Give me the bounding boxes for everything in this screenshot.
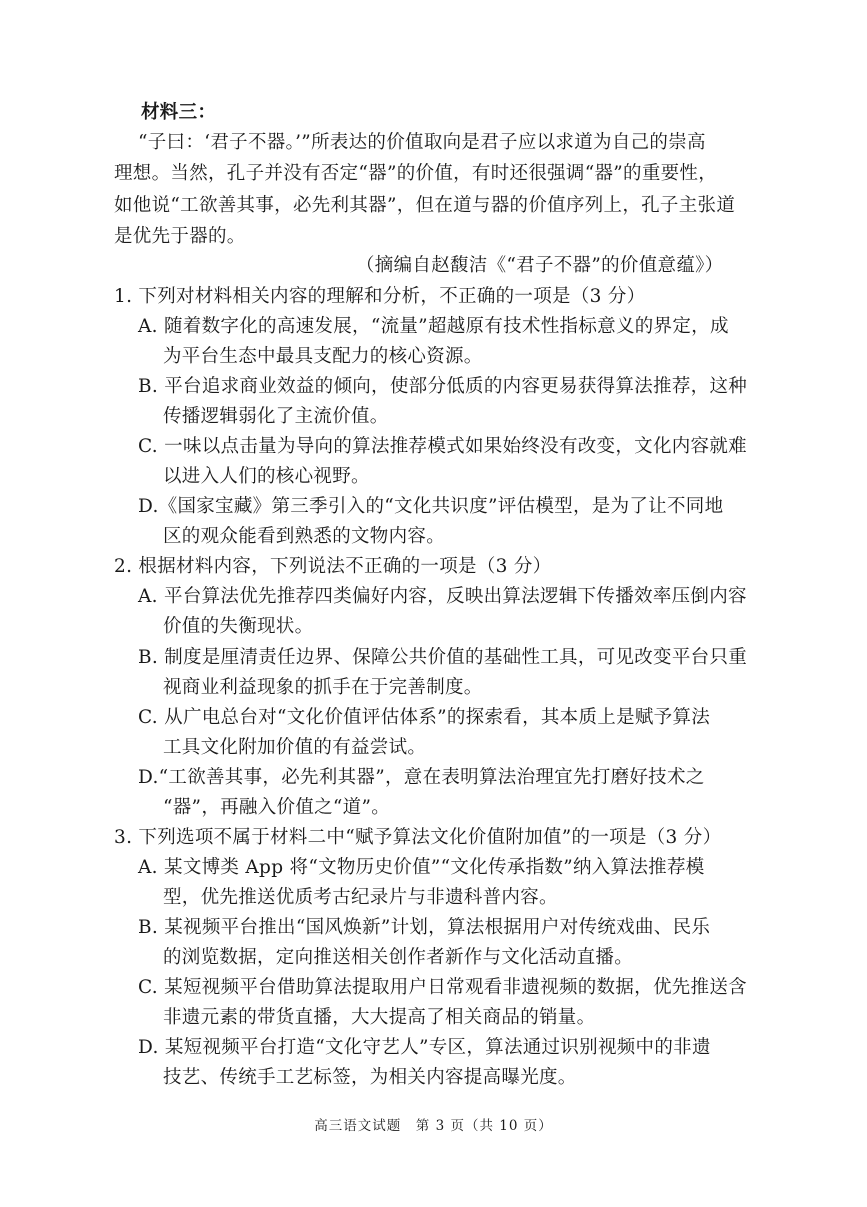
q1-option-d-line-2: 区的观众能看到熟悉的文物内容。	[163, 526, 446, 547]
material3-source: （摘编自赵馥洁《“君子不器”的价值意蕴》）	[356, 255, 724, 276]
q2-option-a-line-2: 价值的失衡现状。	[163, 616, 314, 637]
q1-option-a-line-2: 为平台生态中最具支配力的核心资源。	[163, 346, 483, 367]
q1-option-d-line-1: D.《国家宝藏》第三季引入的“文化共识度”评估模型，是为了让不同地	[138, 496, 724, 517]
q3-option-a-line-1: A. 某文博类 App 将“文物历史价值”“文化传承指数”纳入算法推荐模	[138, 857, 705, 878]
q3-option-c-line-2: 非遗元素的带货直播，大大提高了相关商品的销量。	[163, 1007, 596, 1028]
q2-option-d-line-1: D.“工欲善其事，必先利其器”，意在表明算法治理宜先打磨好技术之	[138, 767, 705, 788]
q3-option-c-line-1: C. 某短视频平台借助算法提取用户日常观看非遗视频的数据，优先推送含	[138, 977, 747, 998]
q1-option-a-line-1: A. 随着数字化的高速发展，“流量”超越原有技术性指标意义的界定，成	[138, 316, 729, 337]
q1-option-c-line-2: 以进入人们的核心视野。	[163, 466, 370, 487]
q1-option-c-line-1: C. 一味以点击量为导向的算法推荐模式如果始终没有改变，文化内容就难	[138, 436, 747, 457]
material3-para-line-2: 理想。当然，孔子并没有否定“器”的价值，有时还很强调“器”的重要性，	[114, 163, 718, 184]
q3-option-b-line-1: B. 某视频平台推出“国风焕新”计划，算法根据用户对传统戏曲、民乐	[138, 917, 711, 938]
q3-option-a-line-2: 型，优先推送优质考古纪录片与非遗科普内容。	[163, 887, 558, 908]
q2-option-c-line-2: 工具文化附加价值的有益尝试。	[163, 737, 427, 758]
page-footer: 高三语文试题 第 3 页（共 10 页）	[314, 1118, 553, 1134]
q2-option-b-line-2: 视商业利益现象的抓手在于完善制度。	[163, 677, 483, 698]
material3-heading: 材料三：	[141, 102, 217, 123]
q2-option-a-line-1: A. 平台算法优先推荐四类偏好内容，反映出算法逻辑下传播效率压倒内容	[138, 586, 747, 607]
q1-option-b-line-1: B. 平台追求商业效益的倾向，使部分低质的内容更易获得算法推荐，这种	[138, 376, 748, 397]
question-3-stem: 3. 下列选项不属于材料二中“赋予算法文化价值附加值”的一项是（3 分）	[114, 827, 722, 848]
q2-option-c-line-1: C. 从广电总台对“文化价值评估体系”的探索看，其本质上是赋予算法	[138, 707, 711, 728]
q3-option-b-line-2: 的浏览数据，定向推送相关创作者新作与文化活动直播。	[163, 947, 634, 968]
q3-option-d-line-1: D. 某短视频平台打造“文化守艺人”专区，算法通过识别视频中的非遗	[138, 1037, 711, 1058]
q3-option-d-line-2: 技艺、传统手工艺标签，为相关内容提高曝光度。	[163, 1067, 577, 1088]
q2-option-d-line-2: “器”，再融入价值之“道”。	[163, 797, 391, 818]
q1-option-b-line-2: 传播逻辑弱化了主流价值。	[163, 406, 389, 427]
material3-para-line-3: 如他说“工欲善其事，必先利其器”，但在道与器的价值序列上，孔子主张道	[114, 195, 736, 216]
question-2-stem: 2. 根据材料内容，下列说法不正确的一项是（3 分）	[114, 556, 552, 577]
material3-para-line-4: 是优先于器的。	[114, 226, 246, 247]
question-1-stem: 1. 下列对材料相关内容的理解和分析，不正确的一项是（3 分）	[114, 286, 646, 307]
q2-option-b-line-1: B. 制度是厘清责任边界、保障公共价值的基础性工具，可见改变平台只重	[138, 647, 748, 668]
material3-para-line-1: “子曰：‘君子不器。’”所表达的价值取向是君子应以求道为自己的崇高	[138, 132, 706, 153]
